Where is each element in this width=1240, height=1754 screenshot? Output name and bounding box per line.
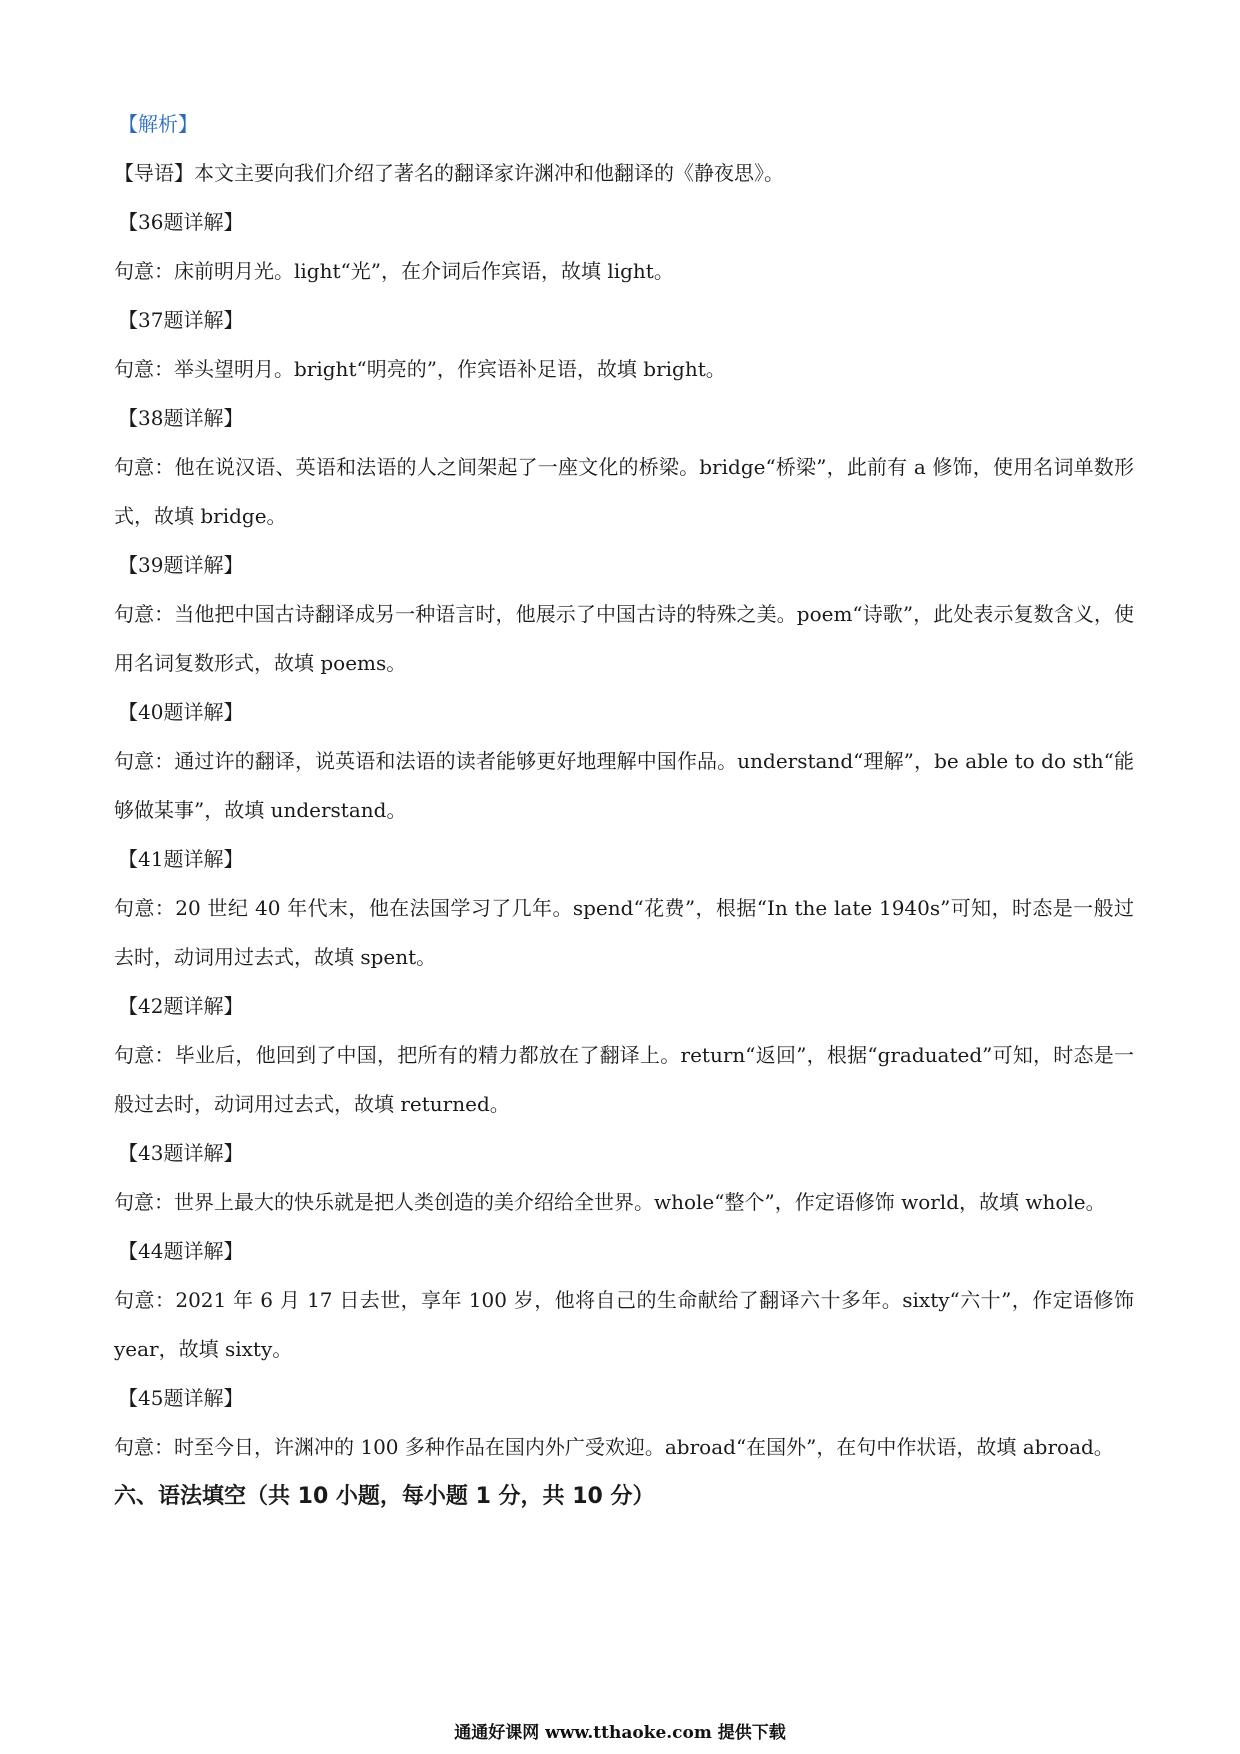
item-heading-36: 【36题详解】 [118, 210, 244, 234]
item-text-44: 句意：2021 年 6 月 17 日去世，享年 100 岁，他将自己的生命献给了翻译六十多年。sixty“六十”，作定语修饰 year，故填 sixty。 [114, 1288, 1134, 1361]
page-content [114, 100, 1134, 1522]
item-text-39: 句意：当他把中国古诗翻译成另一种语言时，他展示了中国古诗的特殊之美。poem“诗歌”，此处表示复数含义，使用名词复数形式，故填 poems。 [114, 602, 1134, 675]
item-heading-44: 【44题详解】 [118, 1239, 244, 1263]
item-text-37: 句意：举头望明月。bright“明亮的”，作宾语补足语，故填 bright。 [114, 357, 726, 381]
item-text-42: 句意：毕业后，他回到了中国，把所有的精力都放在了翻译上。return“返回”，根据“graduated”可知，时态是一般过去时，动词用过去式，故填 returned。 [114, 1043, 1134, 1116]
item-text-40: 句意：通过许的翻译，说英语和法语的读者能够更好地理解中国作品。understand“理解”，be able to do sth“能够做某事”，故填 understand。 [114, 749, 1134, 822]
section-title: 六、语法填空（共 10 小题，每小题 1 分，共 10 分） [114, 1484, 655, 1509]
item-heading-40: 【40题详解】 [118, 700, 244, 724]
item-text-45: 句意：时至今日，许渊冲的 100 多种作品在国内外广受欢迎。abroad“在国外”，在句中作状语，故填 abroad。 [114, 1435, 1114, 1459]
intro-line: 【导语】本文主要向我们介绍了著名的翻译家许渊冲和他翻译的《静夜思》。 [114, 161, 784, 185]
item-heading-39: 【39题详解】 [118, 553, 244, 577]
item-heading-38: 【38题详解】 [118, 406, 244, 430]
item-text-41: 句意：20 世纪 40 年代末，他在法国学习了几年。spend“花费”，根据“In the late 1940s”可知，时态是一般过去时，动词用过去式，故填 spent。 [114, 896, 1134, 969]
item-heading-45: 【45题详解】 [118, 1386, 244, 1410]
page-footer: 通通好课网 www.tthaoke.com 提供下载 [454, 1723, 786, 1743]
item-heading-42: 【42题详解】 [118, 994, 244, 1018]
item-text-43: 句意：世界上最大的快乐就是把人类创造的美介绍给全世界。whole“整个”，作定语修饰 world，故填 whole。 [114, 1190, 1106, 1214]
item-text-38: 句意：他在说汉语、英语和法语的人之间架起了一座文化的桥梁。bridge“桥梁”，此前有 a 修饰，使用名词单数形式，故填 bridge。 [114, 455, 1134, 528]
analysis-label: 【解析】 [118, 112, 198, 136]
item-heading-37: 【37题详解】 [118, 308, 244, 332]
item-heading-43: 【43题详解】 [118, 1141, 244, 1165]
item-heading-41: 【41题详解】 [118, 847, 244, 871]
item-text-36: 句意：床前明月光。light“光”，在介词后作宾语，故填 light。 [114, 259, 674, 283]
